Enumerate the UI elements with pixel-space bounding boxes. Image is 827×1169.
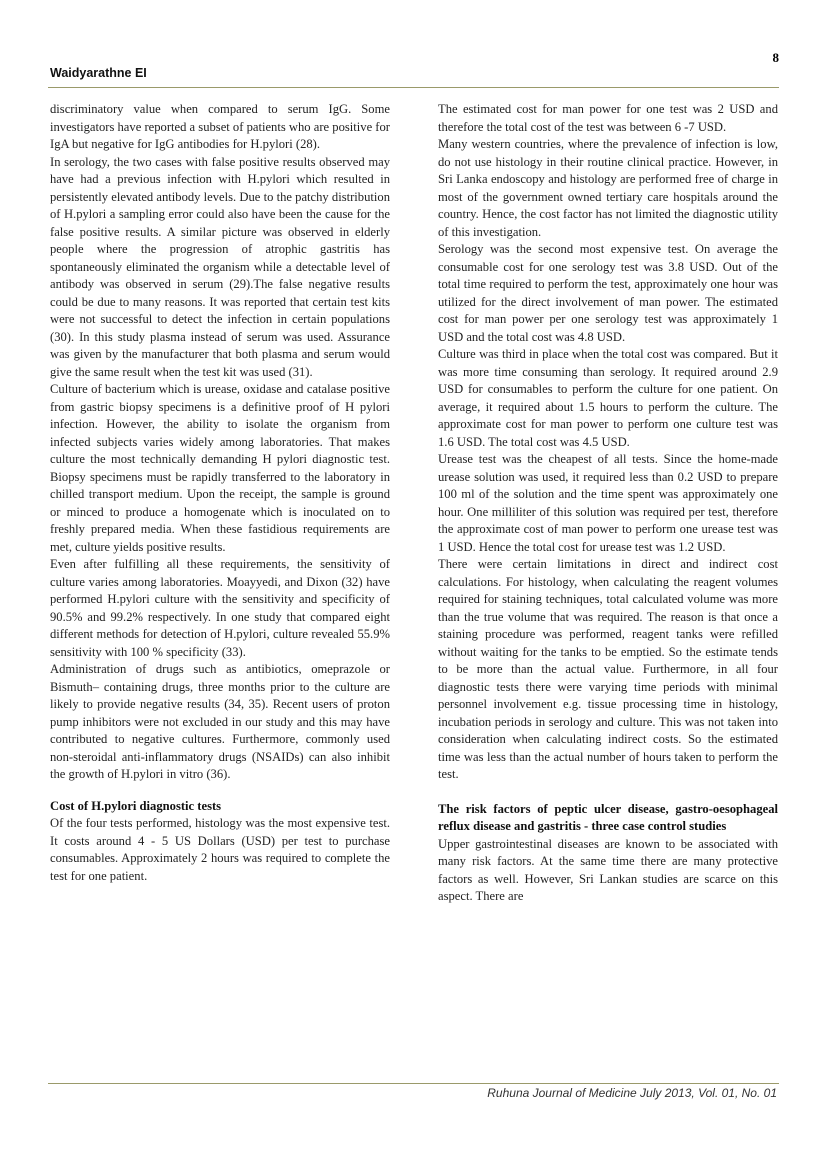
paragraph: Administration of drugs such as antibiotics, omeprazole or Bismuth– containing drugs, three months prior to the culture are likely to provide negative results (34, 35). Recent users of proton pump inhibitors were not excluded in our study and this may have contributed to negative cultures. Furthermore, commonly used non-steroidal anti-inflammatory drugs (NSAIDs) can also inhibit the growth of H.pylori in vitro (36). (50, 662, 390, 781)
paragraph: Culture of bacterium which is urease, oxidase and catalase positive from gastric biopsy specimens is a definitive proof of H pylori infection. However, the ability to isolate the organism from infected subjects varies widely among laboratories. That makes culture the most technically demanding H pylori diagnostic test. Biopsy specimens must be rapidly transferred to the laboratory in chilled transport medium. Upon the receipt, the sample is ground or minced to produce a homogenate which is inoculated on to freshly prepared media. When these fastidious requirements are met, culture yields positive results. (50, 382, 390, 554)
paragraph: Culture was third in place when the total cost was compared. But it was more time consuming than serology. It required around 2.9 USD for consumables to perform the culture for one patient. On average, it required about 1.5 hours to perform the culture. The approximate cost for man power to perform one culture test was 1.6 USD. The total cost was 4.5 USD. (438, 347, 778, 449)
footer-rule (48, 1083, 779, 1084)
paragraph: Of the four tests performed, histology was the most expensive test. It costs around 4 - 5 US Dollars (USD) per test to purchase consumables. Approximately 2 hours was required to complete the test for one patient. (50, 816, 390, 883)
paragraph: Many western countries, where the prevalence of infection is low, do not use histology in their routine clinical practice. However, in Sri Lanka endoscopy and histology are performed free of charge in most of the government owned tertiary care hospitals around the country. Hence, the cost factor has not limited the diagnostic utility of this investigation. (438, 137, 778, 239)
header-rule (48, 87, 779, 88)
page-number: 8 (772, 50, 779, 65)
section-heading-cost: Cost of H.pylori diagnostic tests (50, 798, 222, 813)
paragraph: Serology was the second most expensive test. On average the consumable cost for one serology test was 3.8 USD. Out of the total time required to perform the test, approximately one hour was utilized for the direct involvement of man power. The estimated cost for man power per one serology test was approximately 1 USD and the total cost was 4.8 USD. (438, 242, 778, 344)
right-column (438, 101, 778, 906)
running-header-author: Waidyarathne EI (50, 66, 147, 80)
journal-footer: Ruhuna Journal of Medicine July 2013, Vol. 01, No. 01 (487, 1086, 777, 1100)
paragraph: Upper gastrointestinal diseases are known to be associated with many risk factors. At the same time there are many protective factors as well. However, Sri Lankan studies are scarce on this aspect. There are (438, 836, 778, 903)
paragraph: The estimated cost for man power for one test was 2 USD and therefore the total cost of the test was between 6 -7 USD. (438, 102, 778, 134)
paragraph: Urease test was the cheapest of all tests. Since the home-made urease solution was used, it required less than 0.2 USD to prepare 100 ml of the solution and the time spent was approximately one hour. One milliliter of this solution was required per test, therefore the approximate cost of man power to perform one urease test was 1 USD. Hence the total cost for urease test was 1.2 USD. (438, 452, 778, 554)
paragraph: In serology, the two cases with false positive results observed may have had a previous infection with H.pylori which resulted in persistently elevated antibody levels. Due to the patchy distribution of H.pylori a sampling error could also have been the cause for the false positive results. A similar picture was observed in elderly people where the progression of atrophic gastritis has spontaneously eliminated the organism while a detectable level of antibody was observed in serum (29).The false negative results could be due to many reasons. It was reported that certain test kits were not successful to detect the infection in certain populations (30). In this study plasma instead of serum was used. Assurance was given by the manufacturer that both plasma and serum would give the same result when the test kit was used (31). (50, 154, 390, 379)
section-heading-risk-factors: The risk factors of peptic ulcer disease, gastro-oesophageal reflux disease and gastritis - three case control studies (438, 801, 778, 833)
paragraph: There were certain limitations in direct and indirect cost calculations. For histology, when calculating the reagent volumes required for staining techniques, total calculated volume was more than the true volume that was required. The reason is that once a staining procedure was performed, reagent tanks were refilled without waiting for the tanks to be emptied. So the estimate tends to be more than the actual value. Furthermore, in all four diagnostic tests there were varying time periods with minimal personnel involvement e.g. tissue processing time in histology, incubation periods in serology and culture. This was not taken into consideration when calculating indirect costs. So the estimated time was less than the actual number of hours taken to perform the test. (438, 557, 778, 781)
paragraph: discriminatory value when compared to serum IgG. Some investigators have reported a subset of patients who are positive for IgA but negative for IgG antibodies for H.pylori (28). (50, 102, 390, 151)
paragraph: Even after fulfilling all these requirements, the sensitivity of culture varies among laboratories. Moayyedi, and Dixon (32) have performed H.pylori culture with the sensitivity and specificity of 90.5% and 99.2% respectively. In one study that compared eight different methods for detection of H.pylori, culture revealed 55.9% sensitivity with 100 % specificity (33). (50, 557, 390, 659)
left-column (50, 101, 390, 885)
